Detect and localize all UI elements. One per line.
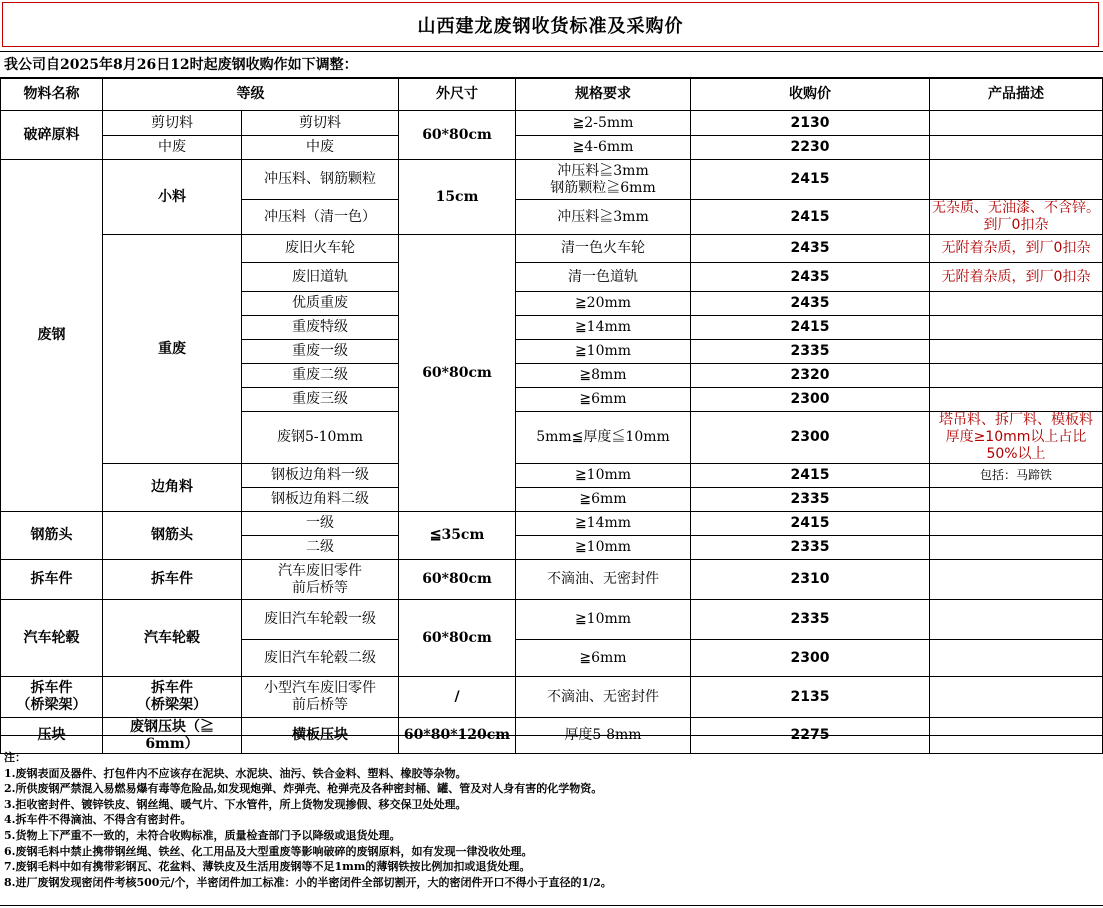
description-cell <box>930 160 1103 200</box>
material-name-cell: 拆车件 （桥梁架） <box>1 677 103 718</box>
material-name-cell: 压块 <box>1 718 103 754</box>
spec-cell: ≧14mm <box>516 512 691 536</box>
size-cell: 60*80cm <box>399 560 516 600</box>
grade-cell: 拆车件 （桥梁架） <box>103 677 242 718</box>
header-cell: 等级 <box>103 79 399 111</box>
grade-cell: 废钢压块（≧ 6mm） <box>103 718 242 754</box>
spec-cell: 不滴油、无密封件 <box>516 677 691 718</box>
size-cell: ≦35cm <box>399 512 516 560</box>
price-cell: 2335 <box>691 340 930 364</box>
spec-cell: ≧10mm <box>516 600 691 640</box>
table-row <box>1 600 1103 640</box>
description-cell: 无附着杂质，到厂0扣杂 <box>930 235 1103 263</box>
spec-cell: 冲压料≧3mm <box>516 200 691 235</box>
spec-cell: ≧2-5mm <box>516 111 691 136</box>
material-name-cell: 钢筋头 <box>1 512 103 560</box>
subgrade-cell: 重废二级 <box>242 364 399 388</box>
subgrade-cell: 重废特级 <box>242 316 399 340</box>
note-item: 1.废钢表面及器件、打包件内不应该存在泥块、水泥块、油污、铁合金料、塑料、橡胶等杂物。 <box>4 766 467 780</box>
spec-cell: 厚度5-8mm <box>516 718 691 754</box>
notes-heading: 注： <box>4 751 26 764</box>
table-row <box>1 111 1103 136</box>
grade-cell: 拆车件 <box>103 560 242 600</box>
subgrade-cell: 废旧汽车轮毂二级 <box>242 640 399 677</box>
price-table <box>0 78 1103 754</box>
price-cell: 2300 <box>691 640 930 677</box>
subgrade-cell: 优质重废 <box>242 292 399 316</box>
price-cell: 2275 <box>691 718 930 754</box>
header-cell: 物料名称 <box>1 79 103 111</box>
subgrade-cell: 一级 <box>242 512 399 536</box>
description-cell <box>930 640 1103 677</box>
note-item: 7.废钢毛料中如有携带彩钢瓦、花盆料、薄铁皮及生活用废钢等不足1mm的薄钢铁按比例加扣或退货处理。 <box>4 860 531 874</box>
spec-cell: ≧6mm <box>516 488 691 512</box>
subgrade-cell: 钢板边角料一级 <box>242 464 399 488</box>
header-cell: 规格要求 <box>516 79 691 111</box>
spec-cell: 冲压料≧3mm 钢筋颗粒≧6mm <box>516 160 691 200</box>
price-cell: 2310 <box>691 560 930 600</box>
table-row <box>1 136 1103 160</box>
note-item: 2.所供废钢严禁混入易燃易爆有毒等危险品,如发现炮弹、炸弹壳、枪弹壳及各种密封桶、罐、管及对人身有害的化学物资。 <box>4 782 603 796</box>
size-cell: 60*80*120cm <box>399 718 516 754</box>
material-name-cell: 拆车件 <box>1 560 103 600</box>
subgrade-cell: 横板压块 <box>242 718 399 754</box>
price-cell: 2335 <box>691 488 930 512</box>
description-cell: 无杂质、无油漆、不含锌。 到厂0扣杂 <box>930 200 1103 235</box>
header-cell: 产品描述 <box>930 79 1103 111</box>
table-row <box>1 160 1103 200</box>
grade-cell: 钢筋头 <box>103 512 242 560</box>
price-cell: 2415 <box>691 200 930 235</box>
price-cell: 2435 <box>691 235 930 263</box>
description-cell <box>930 536 1103 560</box>
size-cell: 60*80cm <box>399 111 516 160</box>
table-row <box>1 512 1103 536</box>
spec-cell: ≧6mm <box>516 640 691 677</box>
table-row <box>1 235 1103 263</box>
description-cell <box>930 316 1103 340</box>
spec-cell: 清一色火车轮 <box>516 235 691 263</box>
notes-section <box>0 735 1103 906</box>
subgrade-cell: 冲压料（清一色） <box>242 200 399 235</box>
spec-cell: ≧8mm <box>516 364 691 388</box>
subgrade-cell: 重废三级 <box>242 388 399 412</box>
material-name-cell: 破碎原料 <box>1 111 103 160</box>
header-row <box>1 79 1103 111</box>
adjustment-notice: 我公司自2025年8月26日12时起废钢收购作如下调整： <box>0 51 1103 78</box>
price-cell: 2230 <box>691 136 930 160</box>
price-cell: 2320 <box>691 364 930 388</box>
spec-cell: ≧6mm <box>516 388 691 412</box>
subgrade-cell: 废旧火车轮 <box>242 235 399 263</box>
size-cell: 60*80cm <box>399 235 516 512</box>
price-cell: 2335 <box>691 600 930 640</box>
grade-cell: 剪切料 <box>103 111 242 136</box>
grade-cell: 汽车轮毂 <box>103 600 242 677</box>
price-cell: 2335 <box>691 536 930 560</box>
price-cell: 2130 <box>691 111 930 136</box>
subgrade-cell: 废旧汽车轮毂一级 <box>242 600 399 640</box>
description-cell <box>930 560 1103 600</box>
description-cell <box>930 388 1103 412</box>
subgrade-cell: 废钢5-10mm <box>242 412 399 464</box>
subgrade-cell: 废旧道轨 <box>242 263 399 292</box>
description-cell <box>930 600 1103 640</box>
note-item: 8.进厂废钢发现密闭件考核500元/个，半密闭件加工标准：小的半密闭件全部切割开，大的密闭件开口不得小于直径的1/2。 <box>4 875 612 889</box>
grade-cell: 边角料 <box>103 464 242 512</box>
table-row <box>1 677 1103 718</box>
note-item: 3.拒收密封件、镀锌铁皮、钢丝绳、暖气片、下水管件，所上货物发现掺假、移交保卫处处理。 <box>4 797 467 811</box>
subgrade-cell: 冲压料、钢筋颗粒 <box>242 160 399 200</box>
price-cell: 2135 <box>691 677 930 718</box>
table-row <box>1 560 1103 600</box>
description-cell <box>930 111 1103 136</box>
spec-cell: ≧14mm <box>516 316 691 340</box>
spec-cell: ≧4-6mm <box>516 136 691 160</box>
subgrade-cell: 剪切料 <box>242 111 399 136</box>
description-cell <box>930 512 1103 536</box>
price-cell: 2415 <box>691 316 930 340</box>
size-cell: 15cm <box>399 160 516 235</box>
note-item: 6.废钢毛料中禁止携带钢丝绳、铁丝、化工用品及大型重废等影响破碎的废钢原料，如有发现一律没收处理。 <box>4 844 533 858</box>
description-cell <box>930 488 1103 512</box>
note-item: 5.货物上下严重不一致的，未符合收购标准，质量检查部门予以降级或退货处理。 <box>4 828 401 842</box>
description-cell <box>930 364 1103 388</box>
description-cell <box>930 292 1103 316</box>
material-name-cell: 汽车轮毂 <box>1 600 103 677</box>
subgrade-cell: 钢板边角料二级 <box>242 488 399 512</box>
subgrade-cell: 中废 <box>242 136 399 160</box>
table-row <box>1 464 1103 488</box>
spec-cell: 不滴油、无密封件 <box>516 560 691 600</box>
spec-cell: 5mm≦厚度≦10mm <box>516 412 691 464</box>
spec-cell: ≧10mm <box>516 464 691 488</box>
description-cell: 包括：马蹄铁 <box>930 464 1103 488</box>
grade-cell: 中废 <box>103 136 242 160</box>
description-cell <box>930 340 1103 364</box>
header-cell: 收购价 <box>691 79 930 111</box>
header-cell: 外尺寸 <box>399 79 516 111</box>
subgrade-cell: 小型汽车废旧零件 前后桥等 <box>242 677 399 718</box>
page-title: 山西建龙废钢收货标准及采购价 <box>2 2 1099 47</box>
size-cell: 60*80cm <box>399 600 516 677</box>
price-cell: 2300 <box>691 388 930 412</box>
spec-cell: ≧20mm <box>516 292 691 316</box>
subgrade-cell: 汽车废旧零件 前后桥等 <box>242 560 399 600</box>
grade-cell: 小料 <box>103 160 242 235</box>
spec-cell: 清一色道轨 <box>516 263 691 292</box>
grade-cell: 重废 <box>103 235 242 464</box>
spec-cell: ≧10mm <box>516 340 691 364</box>
description-cell: 无附着杂质，到厂0扣杂 <box>930 263 1103 292</box>
description-cell <box>930 677 1103 718</box>
size-cell: / <box>399 677 516 718</box>
price-cell: 2300 <box>691 412 930 464</box>
price-cell: 2435 <box>691 263 930 292</box>
spec-cell: ≧10mm <box>516 536 691 560</box>
price-cell: 2415 <box>691 160 930 200</box>
description-cell: 塔吊料、拆厂料、模板料 厚度≥10mm以上占比50%以上 <box>930 412 1103 464</box>
subgrade-cell: 二级 <box>242 536 399 560</box>
price-cell: 2415 <box>691 512 930 536</box>
note-item: 4.拆车件不得滴油、不得含有密封件。 <box>4 813 192 827</box>
price-cell: 2415 <box>691 464 930 488</box>
material-name-cell: 废钢 <box>1 160 103 512</box>
subgrade-cell: 重废一级 <box>242 340 399 364</box>
price-cell: 2435 <box>691 292 930 316</box>
description-cell <box>930 136 1103 160</box>
